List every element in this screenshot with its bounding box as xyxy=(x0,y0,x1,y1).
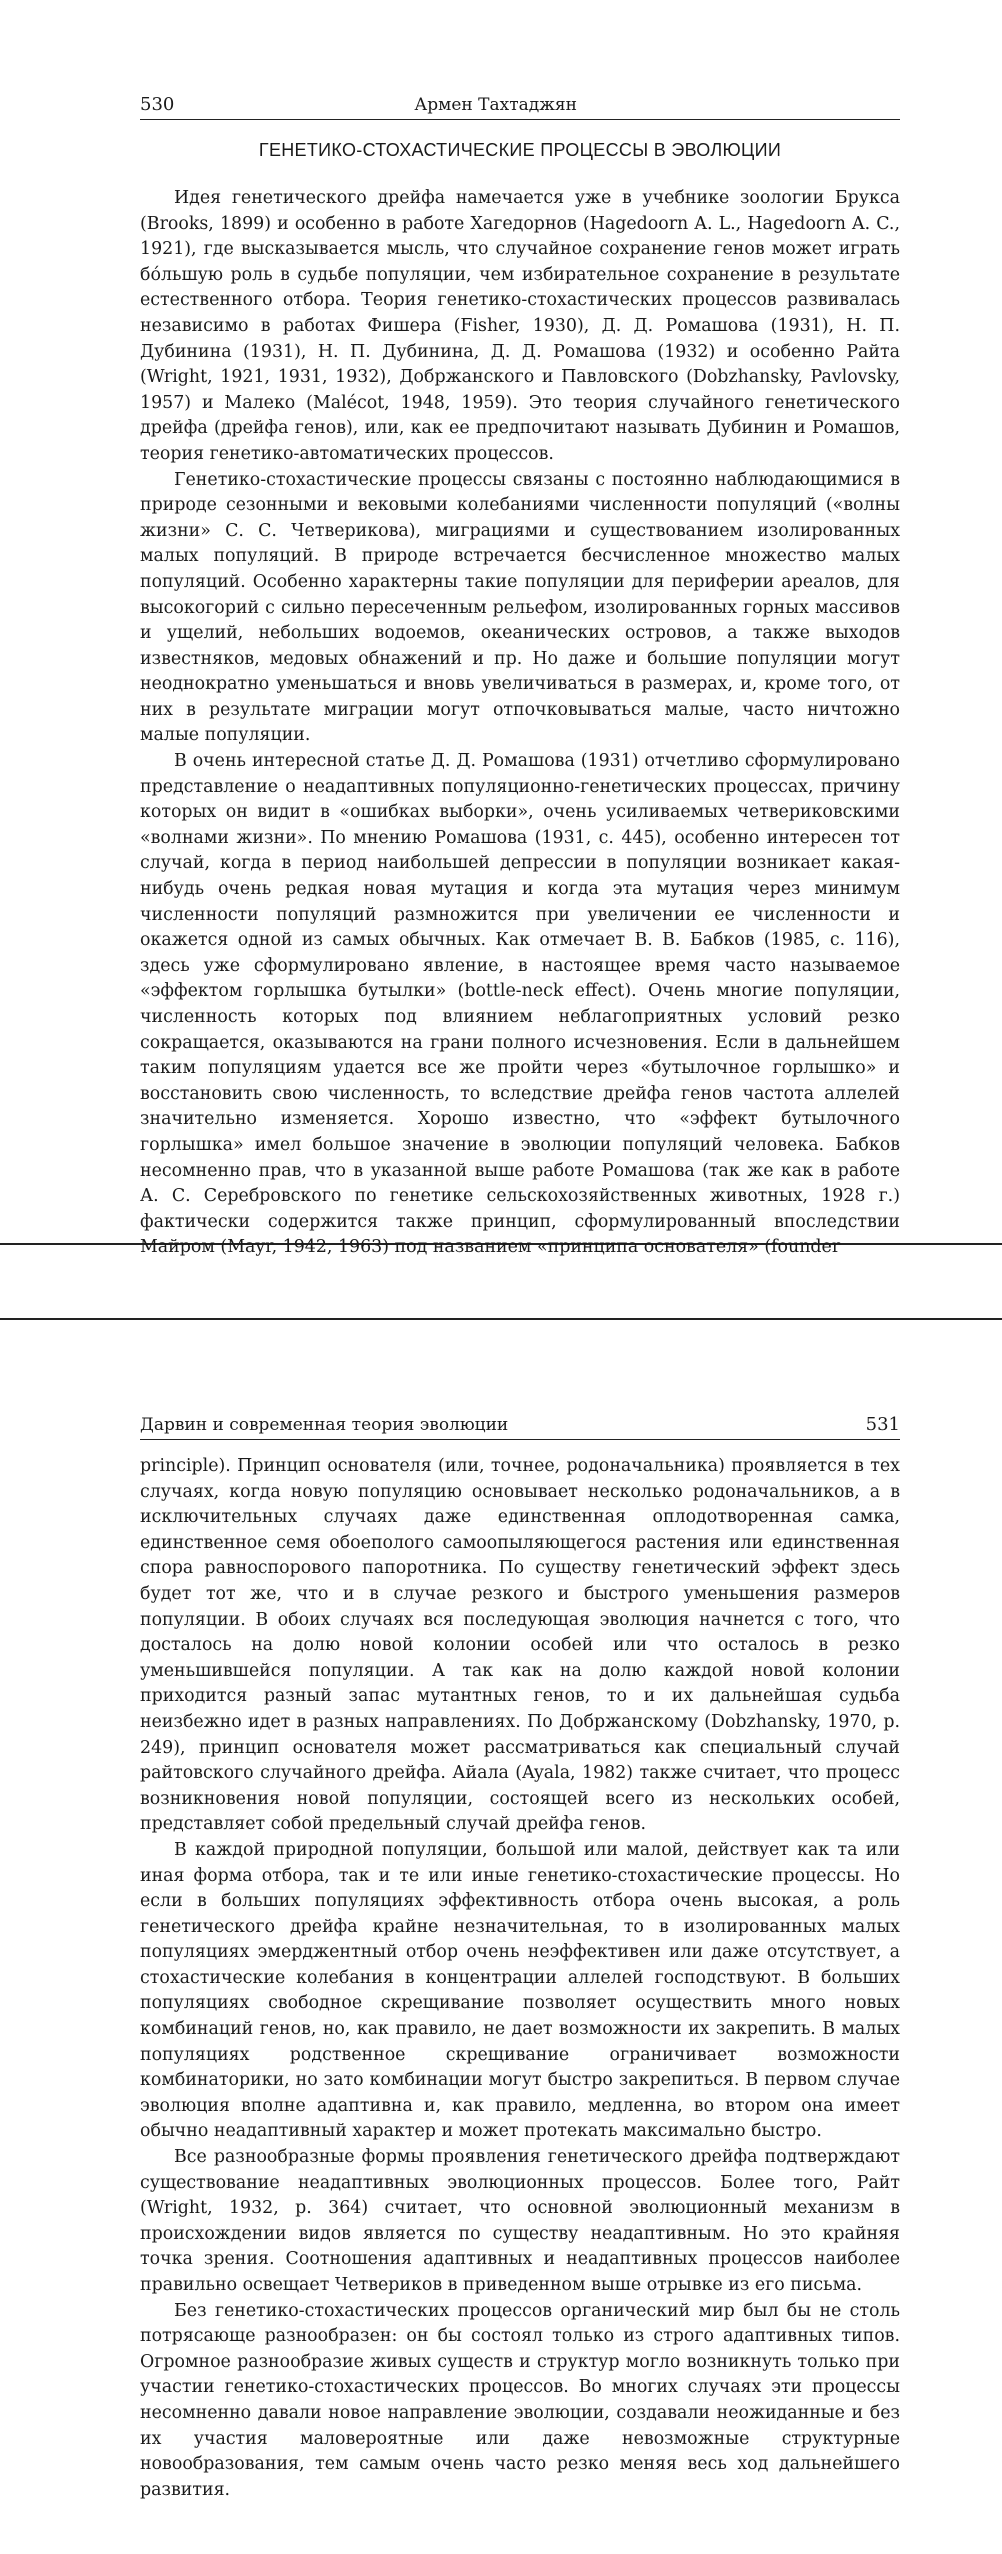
paragraph: principle). Принцип основателя (или, точнее, родоначальника) проявляется в тех случаях, когда новую популяцию основывает несколько родоначальников, а в исключительных случаях даже единственная оплодотворенная самка, единственное семя обоеполого самоопыляющегося растения или единственная спора равноспорового папоротника. По существу генетический эффект здесь будет тот же, что и в случае резкого и быстрого уменьшения размеров популяции. В обоих случаях вся последующая эволюция начнется с того, что досталось на долю новой колонии особей или что осталось в резко уменьшившейся популяции. А так как на долю каждой новой колонии приходится разный запас мутантных генов, то и их дальнейшая судьба неизбежно идет в разных направлениях. По Добржанскому (Dobzhansky, 1970, p. 249), принцип основателя может рассматриваться как специальный случай райтовского случайного дрейфа. Айала (Ayala, 1982) также считает, что процесс возникновения новой популяции, состоящей всего из нескольких особей, представляет собой предельный случай дрейфа генов. xyxy=(140,1456,900,1835)
paragraph: Генетико-стохастические процессы связаны с постоянно наблюдающимися в природе сезонными и вековыми колебаниями численности популяций («волны жизни» С. С. Четверикова), миграциями и существованием изолированных малых популяций. В природе встречается бесчисленное множество малых популяций. Особенно характерны такие популяции для периферии ареалов, для высокогорий с сильно пересеченным рельефом, изолированных горных массивов и ущелий, небольших водоемов, океанических островов, а также выходов известняков, медовых обнажений и пр. Но даже и большие популяции могут неоднократно уменьшаться и вновь увеличиваться в размерах, и, кроме того, от них в результате миграции могут отпочковываться малые, часто ничтожно малые популяции. xyxy=(140,469,900,746)
body-text xyxy=(140,186,900,1261)
page-530 xyxy=(0,0,1002,1258)
body-text xyxy=(140,1454,900,2503)
page-number: 530 xyxy=(140,94,175,115)
page-header xyxy=(140,1406,900,1440)
paragraph: В очень интересной статье Д. Д. Ромашова (1931) отчетливо сформулировано представление о неадаптивных популяционно-генетических процессах, причину которых он видит в «ошибках выборки», очень усиливаемых четвериковскими «волнами жизни». По мнению Ромашова (1931, с. 445), особенно интересен тот случай, когда в период наибольшей депрессии в популяции возникает какая-нибудь очень редкая новая мутация и когда эта мутация через минимум численности популяций размножится при увеличении ее численности и окажется одной из самых обычных. Как отмечает В. В. Бабков (1985, с. 116), здесь уже сформулировано явление, в настоящее время часто называемое «эффектом горлышка бутылки» (bottle-neck effect). Очень многие популяции, численность которых под влиянием неблагоприятных условий резко сокращается, оказываются на грани полного исчезновения. Если в дальнейшем таким популяциям удается все же пройти через «бутылочное горлышко» и восстановить свою численность, то вследствие дрейфа генов частота аллелей значительно изменяется. Хорошо известно, что «эффект бутылочного горлышка» имел большое значение в эволюции популяций человека. Бабков несомненно прав, что в указанной выше работе Ромашова (так же как в работе А. С. Серебровского по генетике сельскохозяйственных животных, 1928 г.) фактически содержится также принцип, сформулированный впоследствии Майром (Mayr, 1942, 1963) под названием «принципа основателя» (founder xyxy=(140,751,900,1258)
paragraph: Без генетико-стохастических процессов органический мир был бы не столь потрясающе разнообразен: он бы состоял только из строго адаптивных типов. Огромное разнообразие живых существ и структур могло возникнуть только при участии генетико-стохастических процессов. Во многих случаях эти процессы несомненно давали новое направление эволюции, создавали неожиданные и без их участия маловероятные или даже невозможные структурные новообразования, тем самым очень часто резко меняя весь ход дальнейшего развития. xyxy=(140,2300,900,2500)
page-531 xyxy=(0,1318,1002,2554)
paragraph: Все разнообразные формы проявления генетического дрейфа подтверждают существование неадаптивных эволюционных процессов. Более того, Райт (Wright, 1932, p. 364) считает, что основной эволюционный механизм в происхождении видов является по существу неадаптивным. Но это крайняя точка зрения. Соотношения адаптивных и неадаптивных процессов наиболее правильно освещает Четвериков в приведенном выше отрывке из его письма. xyxy=(140,2147,900,2295)
section-title: ГЕНЕТИКО-СТОХАСТИЧЕСКИЕ ПРОЦЕССЫ В ЭВОЛЮЦИИ xyxy=(258,140,782,160)
paragraph: Идея генетического дрейфа намечается уже в учебнике зоологии Брукса (Brooks, 1899) и особенно в работе Хагедорнов (Hagedoorn A. L., Hagedoorn A. C., 1921), где высказывается мысль, что случайное сохранение генов может играть бо́льшую роль в судьбе популяции, чем избирательное сохранение в результате естественного отбора. Теория генетико-стохастических процессов развивалась независимо в работах Фишера (Fisher, 1930), Д. Д. Ромашова (1931), Н. П. Дубинина (1931), Н. П. Дубинина, Д. Д. Ромашова (1932) и особенно Райта (Wright, 1921, 1931, 1932), Добржанского и Павловского (Dobzhansky, Pavlovsky, 1957) и Малеко (Malécot, 1948, 1959). Это теория случайного генетического дрейфа (дрейфа генов), или, как ее предпочитают называть Дубинин и Ромашов, теория генетико-автоматических процессов. xyxy=(140,188,900,464)
page-number: 531 xyxy=(865,1414,900,1435)
paragraph: В каждой природной популяции, большой или малой, действует как та или иная форма отбора, так и те или иные генетико-стохастические процессы. Но если в больших популяциях эффективность отбора очень высокая, а роль генетического дрейфа крайне незначительная, то в изолированных малых популяциях эмерджентный отбор очень неэффективен или даже отсутствует, а стохастические колебания в концентрации аллелей господствуют. В больших популяциях свободное скрещивание позволяет осуществить много новых комбинаций генов, но, как правило, не дает возможности их закрепить. В малых популяциях родственное скрещивание ограничивает возможности комбинаторики, но зато комбинации могут быстро закрепиться. В первом случае эволюция вполне адаптивна и, как правило, медленна, во втором она имеет обычно неадаптивный характер и может протекать максимально быстро. xyxy=(140,1839,900,2142)
running-head: Дарвин и современная теория эволюции xyxy=(140,1415,509,1435)
running-head: Армен Тахтаджян xyxy=(414,95,577,115)
page-header xyxy=(140,86,900,120)
